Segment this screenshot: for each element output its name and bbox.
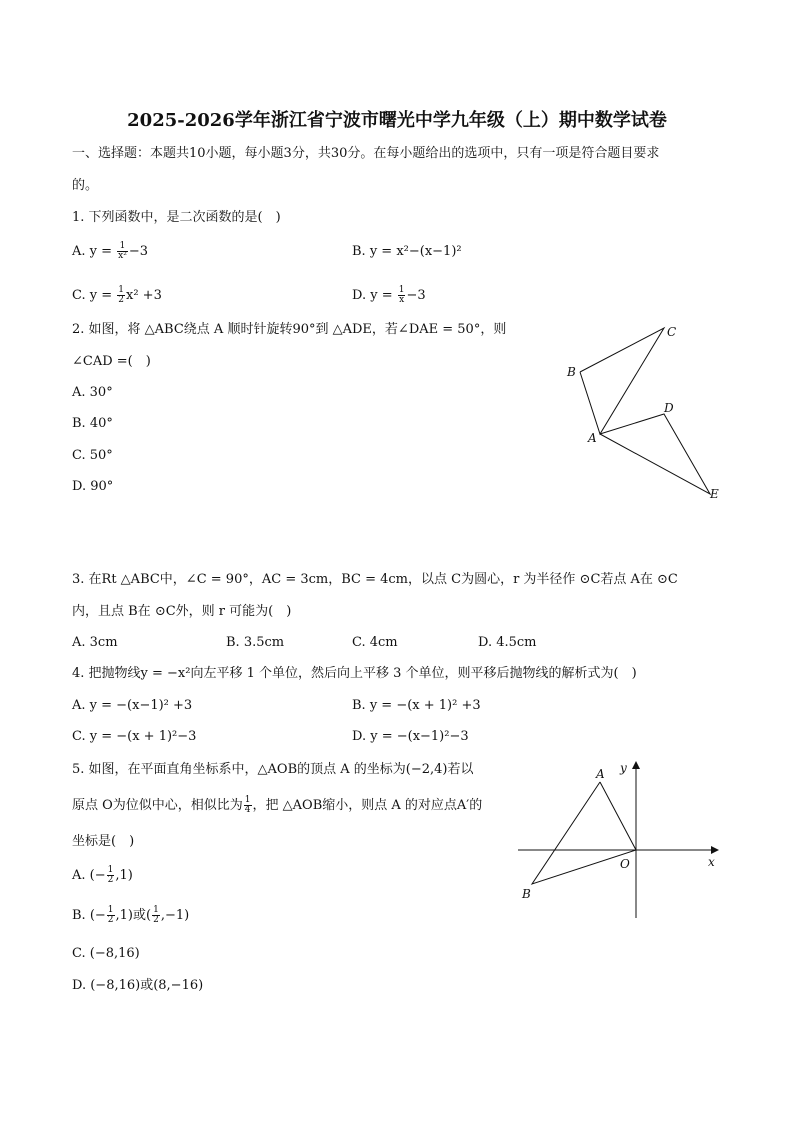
q4-option-c[interactable]: C. y = −(x + 1)²−3 [72,729,197,744]
fig2-label-a: A [588,431,597,445]
page-title: 2025-2026学年浙江省宁波市曙光中学九年级（上）期中数学试卷 [127,110,667,131]
q5-b-suffix: ,−1) [160,908,190,923]
q1-a-fraction [117,242,128,261]
q1-a-den: x² [118,251,127,261]
q5-b-den1: 2 [107,915,114,925]
q2-option-d[interactable]: D. 90° [72,479,114,494]
q3-stem: 3. 在Rt △ABC中，∠C = 90°，AC = 3cm，BC = 4cm，以点 C为圆心，r 为半径作 ⊙C若点 A在 ⊙C [72,572,678,587]
q5-a-den: 2 [107,875,114,885]
fig5-label-x: x [708,855,715,869]
q5-b-num2: 1 [153,905,159,915]
q5-a-suffix: ,1) [115,868,133,883]
q5-stem-cont-prefix: 原点 O为位似中心，相似比为 [72,798,243,813]
fig2-label-d: D [664,401,674,415]
q1-d-num: 1 [398,285,405,295]
fig5-label-y: y [620,761,627,775]
q2-option-b[interactable]: B. 40° [72,416,113,431]
q3-option-a[interactable]: A. 3cm [72,635,118,650]
q4-option-d[interactable]: D. y = −(x−1)²−3 [352,729,469,744]
q1-c-num: 1 [118,285,124,295]
fig5-label-o: O [620,857,630,871]
q2-stem: 2. 如图，将 △ABC绕点 A 顺时针旋转90°到 △ADE，若∠DAE = 50°，则 [72,322,507,337]
q5-option-b[interactable] [72,906,189,925]
q4-stem: 4. 把抛物线y = −x²向左平移 1 个单位，然后向上平移 3 个单位，则平移后抛物线的解析式为( ) [72,666,637,681]
q1-c-fraction [117,286,125,305]
section-heading: 一、选择题：本题共10小题，每小题3分，共30分。在每小题给出的选项中，只有一项是符合题目要求 [72,146,660,161]
q1-d-fraction [398,286,406,305]
fig2-label-e: E [710,487,719,501]
q4-option-a[interactable]: A. y = −(x−1)² +3 [72,698,193,713]
q5-a-fraction [107,866,115,885]
q1-c-suffix: x² +3 [126,288,162,303]
q2-option-c[interactable]: C. 50° [72,448,113,463]
q2-stem-cont: ∠CAD =( ) [72,354,151,369]
q5-b-fraction-2 [152,906,160,925]
q5-ratio-den: 4 [244,805,251,815]
q5-b-den2: 2 [153,915,159,925]
q5-b-num1: 1 [107,905,114,915]
q1-a-num: 1 [117,242,128,252]
q3-option-c[interactable]: C. 4cm [352,635,398,650]
q5-b-fraction-1 [107,906,115,925]
q5-b-mid: ,1)或( [115,908,152,923]
q5-a-prefix: A. (− [72,868,106,883]
q4-option-b[interactable]: B. y = −(x + 1)² +3 [352,698,481,713]
q5-figure [510,758,725,923]
q5-stem-end: 坐标是( ) [72,834,135,849]
q5-option-a[interactable] [72,866,133,885]
q5-stem-cont-suffix: ，把 △AOB缩小，则点 A 的对应点A′的 [252,798,483,813]
fig5-label-a: A [596,767,605,781]
fig2-label-b: B [567,365,576,379]
triangle-ade [600,414,710,494]
q1-d-prefix: D. y = [352,288,393,303]
q1-d-suffix: −3 [406,288,426,303]
q1-option-d[interactable] [352,286,426,305]
q3-stem-cont: 内，且点 B在 ⊙C外，则 r 可能为( ) [72,604,292,619]
q5-option-c[interactable]: C. (−8,16) [72,946,140,961]
q1-option-c[interactable] [72,286,162,305]
q1-a-suffix: −3 [128,244,149,259]
q5-option-d[interactable]: D. (−8,16)或(8,−16) [72,978,204,993]
q3-option-b[interactable]: B. 3.5cm [226,635,285,650]
q5-b-prefix: B. (− [72,908,106,923]
q1-a-prefix: A. y = [72,244,113,259]
q1-stem: 1. 下列函数中，是二次函数的是( ) [72,210,281,225]
q5-a-num: 1 [107,865,114,875]
fig2-label-c: C [667,325,677,339]
q1-option-b[interactable]: B. y = x²−(x−1)² [352,244,462,259]
q2-option-a[interactable]: A. 30° [72,385,113,400]
q5-ratio-num: 1 [244,795,251,805]
q5-stem: 5. 如图，在平面直角坐标系中，△AOB的顶点 A 的坐标为(−2,4)若以 [72,762,474,777]
q1-c-prefix: C. y = [72,288,113,303]
q3-option-d[interactable]: D. 4.5cm [478,635,537,650]
q1-c-den: 2 [118,295,124,305]
q1-d-den: x [399,295,405,305]
fig5-label-b: B [522,887,531,901]
q2-figure [560,318,730,508]
section-heading-cont: 的。 [72,178,99,193]
q5-ratio-fraction [244,796,252,815]
q1-option-a[interactable] [72,242,148,261]
q5-stem-cont [72,796,482,815]
